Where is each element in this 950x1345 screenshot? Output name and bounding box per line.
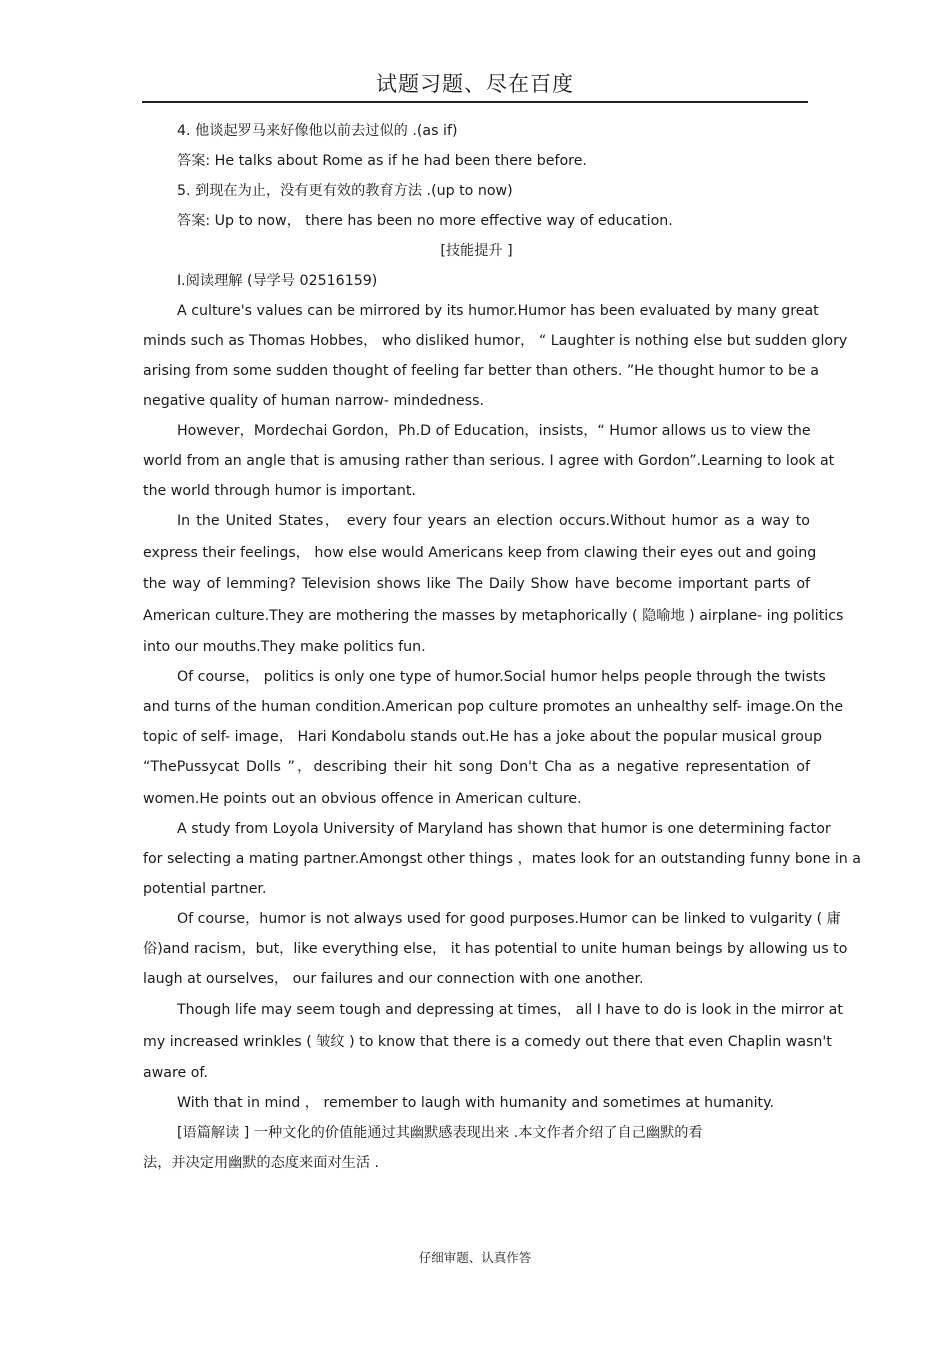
exercise-answer: 答案: Up to now， there has been no more effective way of education. <box>177 213 673 229</box>
page-footer: 仔细审题、认真作答 <box>418 1250 532 1265</box>
passage-line: the way of lemming? Television shows like The Daily Show have become important parts of <box>143 576 810 592</box>
passage-line: However，Mordechai Gordon，Ph.D of Education，insists，“ Humor allows us to view the <box>177 423 811 439</box>
passage-line: laugh at ourselves， our failures and our connection with one another. <box>143 970 644 987</box>
passage-line: into our mouths.They make politics fun. <box>143 639 426 655</box>
summary-line: 法，并决定用幽默的态度来面对生活 . <box>143 1155 380 1171</box>
passage-line: American culture.They are mothering the masses by metaphorically ( 隐喻地 ) airplane- ing politics <box>143 607 844 624</box>
reading-title: Ⅰ.阅读理解 (导学号 02516159) <box>177 273 378 289</box>
exercise-question: 5. 到现在为止，没有更有效的教育方法 .(up to now) <box>177 183 513 199</box>
passage-line: minds such as Thomas Hobbes， who disliked humor， “ Laughter is nothing else but sudden glory <box>143 333 848 349</box>
page-header: 试题习题、尽在百度 <box>376 72 574 96</box>
passage-line: Of course， politics is only one type of humor.Social humor helps people through the twists <box>177 669 826 685</box>
passage-line: women.He points out an obvious offence in American culture. <box>143 790 582 807</box>
passage-line: With that in mind ， remember to laugh with humanity and sometimes at humanity. <box>177 1095 774 1111</box>
exercise-answer: 答案: He talks about Rome as if he had been there before. <box>177 153 587 169</box>
passage-line: 俗)and racism，but，like everything else， it has potential to unite human beings by allowing us to <box>143 940 848 957</box>
summary-line: [语篇解读 ] 一种文化的价值能通过其幽默感表现出来 .本文作者介绍了自己幽默的看 <box>177 1125 703 1141</box>
passage-line: aware of. <box>143 1065 208 1081</box>
passage-line: express their feelings， how else would Americans keep from clawing their eyes out and going <box>143 544 817 561</box>
passage-line: the world through humor is important. <box>143 483 416 499</box>
passage-line: A culture's values can be mirrored by its humor.Humor has been evaluated by many great <box>177 303 819 319</box>
page-content <box>143 116 861 1178</box>
passage-line: world from an angle that is amusing rather than serious. I agree with Gordon”.Learning to look at <box>143 453 835 469</box>
passage-line: “ThePussycat Dolls ”，describing their hit song Don't Cha as a negative representation of <box>143 759 810 775</box>
section-title: [技能提升 ] <box>440 243 513 259</box>
passage-line: arising from some sudden thought of feeling far better than others. ”He thought humor to be a <box>143 363 819 379</box>
passage-line: A study from Loyola University of Maryland has shown that humor is one determining factor <box>177 820 831 837</box>
passage-line: potential partner. <box>143 880 267 897</box>
header-rule <box>142 101 808 103</box>
passage-line: topic of self- image， Hari Kondabolu stands out.He has a joke about the popular musical group <box>143 729 822 745</box>
exercise-question: 4. 他谈起罗马来好像他以前去过似的 .(as if) <box>177 123 458 139</box>
passage-line: for selecting a mating partner.Amongst other things ，mates look for an outstanding funny bone in a <box>143 850 861 867</box>
passage-line: and turns of the human condition.American pop culture promotes an unhealthy self- image.On the <box>143 699 844 715</box>
passage-line: negative quality of human narrow- mindedness. <box>143 393 484 409</box>
passage-line: Of course，humor is not always used for good purposes.Humor can be linked to vulgarity ( 庸 <box>177 910 841 927</box>
passage-line: my increased wrinkles ( 皱纹 ) to know that there is a comedy out there that even Chaplin wasn't <box>143 1033 832 1050</box>
passage-line: Though life may seem tough and depressing at times， all I have to do is look in the mirror at <box>177 1002 843 1018</box>
passage-line: In the United States， every four years an election occurs.Without humor as a way to <box>177 513 810 529</box>
